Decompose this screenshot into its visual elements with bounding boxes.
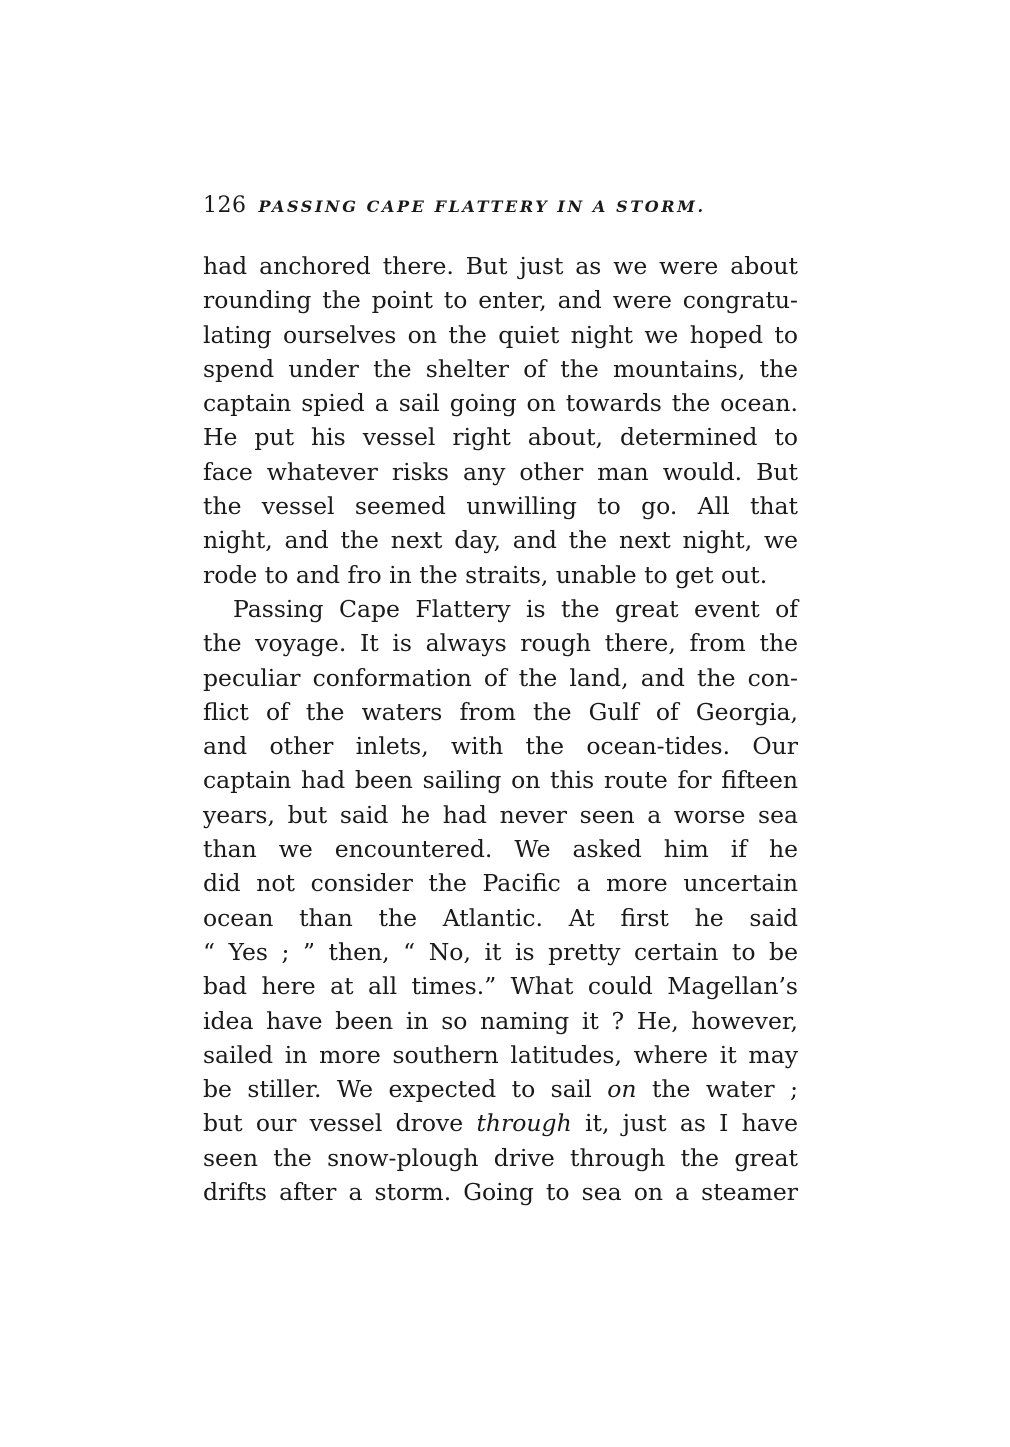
text-line: idea have been in so naming it ? He, however, (203, 1006, 798, 1035)
text-line-with-emphasis (203, 1106, 798, 1140)
text-line: years, but said he had never seen a worse sea (203, 800, 798, 829)
text-line: than we encountered. We asked him if he (203, 835, 798, 864)
text-line: peculiar conformation of the land, and the con- (203, 663, 798, 692)
text-line: seen the snow-plough drive through the great (203, 1143, 798, 1172)
text-line: ocean than the Atlantic. At first he said (203, 903, 798, 932)
text-line-with-emphasis (203, 1072, 798, 1106)
text-segment: the water ; (636, 1075, 798, 1104)
emphasis-word: on (607, 1075, 637, 1104)
text-line: “ Yes ; ” then, “ No, it is pretty certain to be (203, 937, 798, 966)
emphasis-word: through (476, 1109, 572, 1138)
body-text (203, 249, 798, 1209)
text-line: captain spied a sail going on towards the ocean. (203, 389, 798, 418)
text-line: did not consider the Pacific a more uncertain (203, 869, 798, 898)
text-segment: it, just as I have (571, 1109, 798, 1138)
text-line: face whatever risks any other man would. But (203, 457, 798, 486)
text-line: the vessel seemed unwilling to go. All that (203, 492, 798, 521)
text-line: rounding the point to enter, and were congratu- (203, 286, 798, 315)
text-line: He put his vessel right about, determined to (203, 423, 798, 452)
text-line: rode to and fro in the straits, unable to get out. (203, 560, 768, 589)
text-line: night, and the next day, and the next night, we (203, 526, 798, 555)
text-line: and other inlets, with the ocean-tides. Our (203, 732, 798, 761)
text-segment: but our vessel drove (203, 1109, 477, 1138)
text-line: flict of the waters from the Gulf of Georgia, (203, 697, 798, 726)
text-line: bad here at all times.” What could Magellan’s (203, 972, 798, 1001)
text-line: lating ourselves on the quiet night we hoped to (203, 320, 798, 349)
running-title: PASSING CAPE FLATTERY IN A STORM. (258, 197, 706, 216)
text-line: had anchored there. But just as we were about (203, 252, 798, 280)
text-segment: be stiller. We expected to sail (203, 1075, 608, 1104)
text-line: captain had been sailing on this route for fifteen (203, 766, 798, 795)
page-number: 126 (203, 193, 247, 218)
text-line: drifts after a storm. Going to sea on a steamer (203, 1178, 798, 1207)
paragraph-start-line: Passing Cape Flattery is the great event of (233, 594, 798, 623)
text-line: the voyage. It is always rough there, from the (203, 629, 798, 658)
text-line: sailed in more southern latitudes, where it may (203, 1040, 798, 1069)
text-line: spend under the shelter of the mountains, the (203, 354, 798, 383)
running-head (203, 190, 803, 220)
